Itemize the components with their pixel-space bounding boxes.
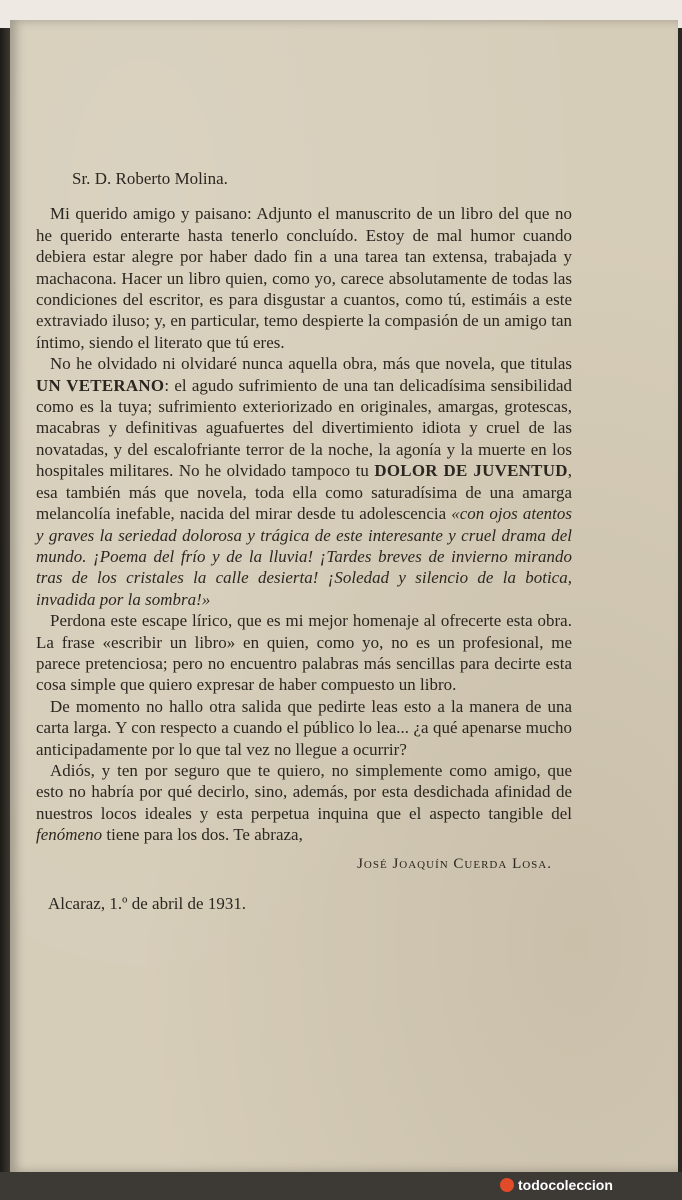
- paragraph-4: De momento no hallo otra salida que pedirte leas esto a la manera de una carta larga. Y con respecto a cuando el público lo lea... ¿a qué apenarse mucho anticipadamente por lo que tal vez no llegue a ocurrir?: [36, 696, 572, 759]
- letter-text: [36, 168, 572, 914]
- watermark-logo-icon: [500, 1178, 514, 1192]
- watermark: [500, 1172, 613, 1198]
- paragraph-3: Perdona este escape lírico, que es mi mejor homenaje al ofrecerte esta obra. La frase «escribir un libro» en quien, como yo, no es un profesional, me parece pretenciosa; pero no encuentro palabras más sencillas para decirte esta cosa simple que quiero expresar de haber compuesto un libro.: [36, 611, 572, 695]
- italic-quote: «con ojos atentos y graves la seriedad dolorosa y trágica de este interesante y cruel drama del mundo. ¡Poema del frío y de la lluvia! ¡Tardes breves de invierno mirando tras de los cristales la calle desierta! ¡Soledad y silencio de la botica, invadida por la sombra!»: [36, 504, 572, 609]
- place-and-date: Alcaraz, 1.º de abril de 1931.: [48, 894, 247, 913]
- book-title-un-veterano: UN VETERANO: [36, 375, 165, 395]
- signature: José Joaquín Cuerda Losa.: [357, 855, 552, 872]
- paragraph-2: [36, 353, 572, 610]
- paragraph-2-text-a: No he olvidado ni olvidaré nunca aquella obra, más que novela, que titulas: [50, 354, 572, 374]
- book-title-dolor-de-juventud: DOLOR DE JUVENTUD: [374, 461, 568, 481]
- watermark-text: todocoleccion: [518, 1177, 613, 1193]
- paragraph-2-text-b: : el agudo sufrimiento de una tan delicadísima sensibilidad como es la tuya; sufrimiento exteriorizado en originales, amargas, grotescas, macabras y definitivas aguafuertes del divertimiento idiota y cruel de las novatadas, y del escalofriante terror de la noche, la agonía y la muerte en los hospitales militares. No he olvidado tampoco tu: [36, 375, 572, 481]
- paragraph-5: [36, 760, 572, 846]
- paragraph-5-text-b: tiene para los dos. Te abraza,: [102, 825, 303, 845]
- paragraph-5-text-a: Adiós, y ten por seguro que te quiero, no simplemente como amigo, que esto no habría por qué decirlo, sino, además, por esta desdichada afinidad de nuestros locos ideales y esta perpetua inquina que el aspecto tangible del: [36, 760, 572, 823]
- salutation: Sr. D. Roberto Molina.: [72, 169, 228, 188]
- italic-word-fenomeno: fenómeno: [36, 825, 103, 845]
- paragraph-2-text-c: , esa también más que novela, toda ella como saturadísima de una amarga melancolía inefable, nacida del mirar desde tu adolescencia: [36, 461, 572, 524]
- paragraph-1: Mi querido amigo y paisano: Adjunto el manuscrito de un libro del que no he querido enterarte hasta tenerlo concluído. Estoy de mal humor cuando debiera estar alegre por haber dado fin a una tarea tan extensa, trabajada y machacona. Hacer un libro quien, como yo, carece absolutamente de todas las condiciones del escritor, es para disgustar a cuantos, como tú, estimáis a este extraviado iluso; y, en particular, temo despierte la compasión de un amigo tan íntimo, siendo el literato que tú eres.: [36, 204, 572, 352]
